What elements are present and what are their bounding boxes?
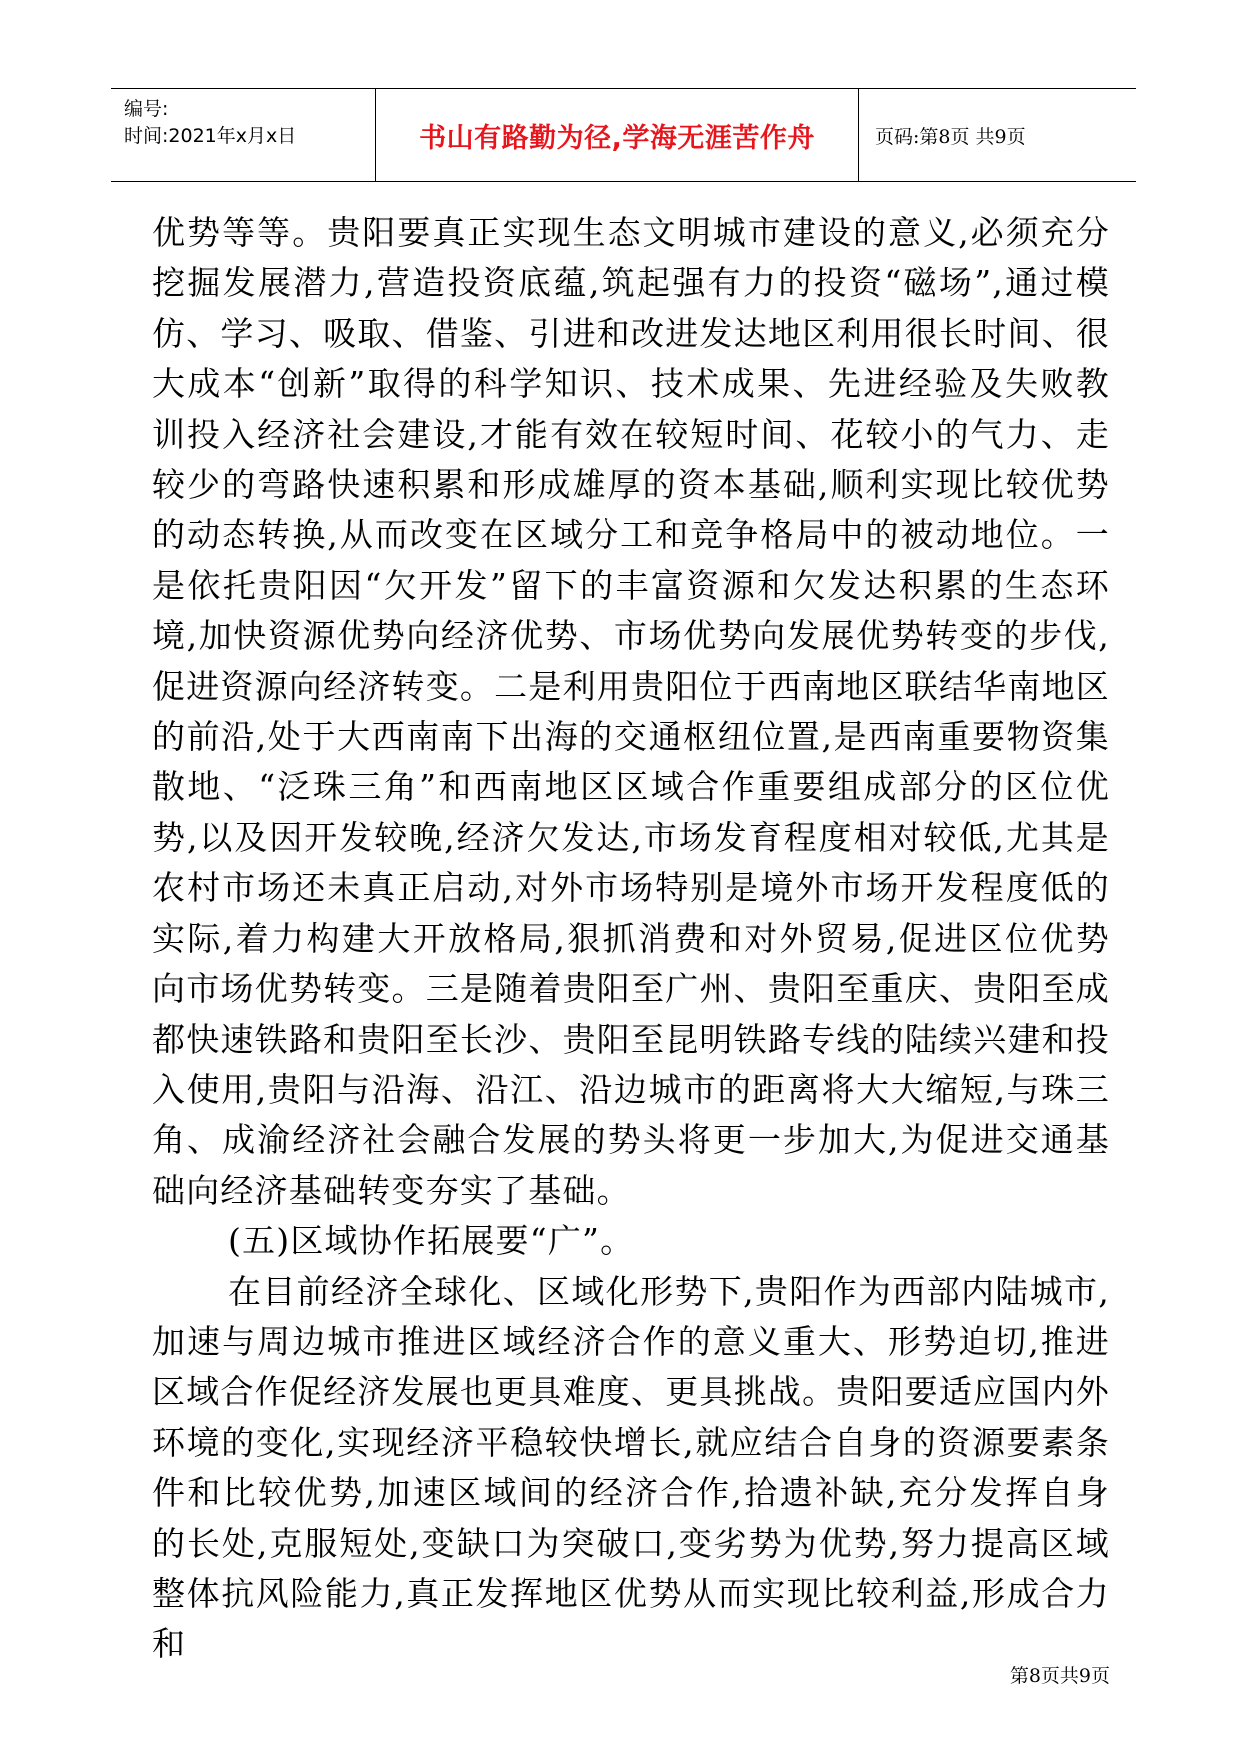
body-paragraph: 在目前经济全球化、区域化形势下,贵阳作为西部内陆城市,加速与周边城市推进区域经济合作的意义重大、形势迫切,推进区域合作促经济发展也更具难度、更具挑战。贵阳要适应国内外环境的变化,实现经济平稳较快增长,就应结合自身的资源要素条件和比较优势,加速区域间的经济合作,拾遗补缺,充分发挥自身的长处,克服短处,变缺口为突破口,变劣势为优势,努力提高区域整体抗风险能力,真正发挥地区优势从而实现比较利益,形成合力和 — [152, 1271, 1110, 1664]
page-footer-number: 第8页共9页 — [1009, 1665, 1110, 1687]
body-paragraph: 优势等等。贵阳要真正实现生态文明城市建设的意义,必须充分挖掘发展潜力,营造投资底蕴,筑起强有力的投资“磁场”,通过模仿、学习、吸取、借鉴、引进和改进发达地区利用很长时间、很大成本“创新”取得的科学知识、技术成果、先进经验及失败教训投入经济社会建设,才能有效在较短时间、花较小的气力、走较少的弯路快速积累和形成雄厚的资本基础,顺利实现比较优势的动态转换,从而改变在区域分工和竞争格局中的被动地位。一是依托贵阳因“欠开发”留下的丰富资源和欠发达积累的生态环境,加快资源优势向经济优势、市场优势向发展优势转变的步伐,促进资源向经济转变。二是利用贵阳位于西南地区联结华南地区的前沿,处于大西南南下出海的交通枢纽位置,是西南重要物资集散地、“泛珠三角”和西南地区区域合作重要组成部分的区位优势,以及因开发较晚,经济欠发达,市场发育程度相对较低,尤其是农村市场还未真正启动,对外市场特别是境外市场开发程度低的实际,着力构建大开放格局,狠抓消费和对外贸易,促进区位优势向市场优势转变。三是随着贵阳至广州、贵阳至重庆、贵阳至成都快速铁路和贵阳至长沙、贵阳至昆明铁路专线的陆续兴建和投入使用,贵阳与沿海、沿江、沿边城市的距离将大大缩短,与珠三角、成渝经济社会融合发展的势头将更一步加大,为促进交通基础向经济基础转变夯实了基础。 — [152, 213, 1110, 1210]
header-page-info: 页码:第8页 共9页 — [875, 125, 1026, 148]
serial-number-label: 编号: — [124, 98, 169, 120]
header-motto-cell — [376, 89, 859, 181]
document-body — [152, 208, 1110, 1670]
date-label: 时间:2021年x月x日 — [124, 125, 297, 147]
header-meta-cell — [111, 89, 376, 181]
header-motto: 书山有路勤为径,学海无涯苦作舟 — [419, 122, 815, 154]
section-heading: (五)区域协作拓展要“广”。 — [228, 1221, 635, 1261]
page-header — [111, 88, 1136, 182]
